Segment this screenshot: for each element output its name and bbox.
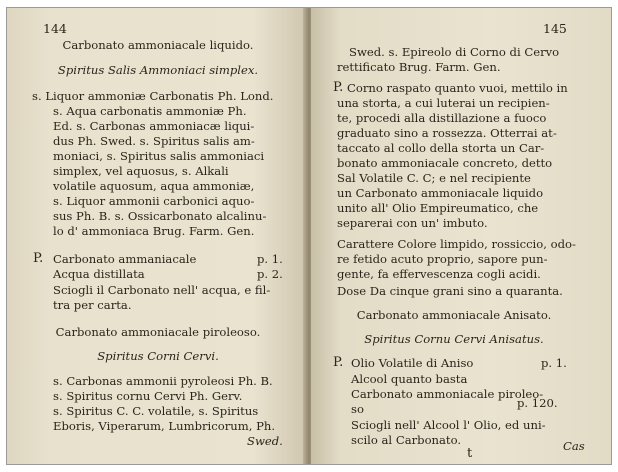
signature-mark: t [467, 446, 473, 461]
recipe-marker: P. [33, 251, 44, 266]
synonym-line: volatile aquosum, aqua ammoniæ, [53, 179, 255, 193]
ingredient: Carbonato ammaniacale [53, 252, 197, 266]
entry-title: Carbonato ammoniacale Anisato. [356, 308, 552, 322]
procedure-line: graduato sino a rossezza. Otterrai at- [337, 126, 557, 140]
book-spread [6, 7, 612, 465]
recipe-marker: P. [333, 355, 344, 370]
synonym-line: dus Ph. Swed. s. Spiritus salis am- [53, 134, 255, 148]
page-number: 145 [543, 21, 567, 36]
synonym-line: s. Aqua carbonatis ammoniæ Ph. [53, 104, 247, 118]
synonym-line: s. Spiritus C. C. volatile, s. Spiritus [53, 404, 259, 418]
synonym-line: s. Liquor ammoniæ Carbonatis Ph. Lond. [32, 89, 274, 103]
left-page [7, 8, 307, 464]
procedure-line: te, procedi alla distillazione a fuoco [337, 111, 547, 125]
instruction-line: Sciogli il Carbonato nell' acqua, e fil- [53, 283, 271, 297]
latin-name: Spiritus Cornu Cervi Anisatus. [364, 332, 544, 346]
intro-line: rettificato Brug. Farm. Gen. [337, 60, 501, 74]
instruction-line: Sciogli nell' Alcool l' Olio, ed uni- [351, 418, 546, 432]
synonym-line: Ed. s. Carbonas ammoniacæ liqui- [53, 119, 255, 133]
page-number: 144 [43, 21, 67, 36]
character-line: Carattere Colore limpido, rossiccio, odo- [337, 237, 576, 251]
entry-title: Carbonato ammoniacale piroleoso. [55, 325, 261, 339]
synonym-line: moniaci, s. Spiritus salis ammoniaci [53, 149, 265, 163]
latin-name: Spiritus Salis Ammoniaci simplex. [57, 63, 259, 77]
character-line: re fetido acuto proprio, sapore pun- [337, 252, 548, 266]
ingredient: Carbonato ammoniacale piroleo- [351, 387, 544, 401]
synonym-line: Eboris, Viperarum, Lumbricorum, Ph. [53, 419, 276, 433]
synonym-line: simplex, vel aquosus, s. Alkali [53, 164, 229, 178]
ingredient: Acqua distillata [53, 267, 145, 281]
procedure-line: unito all' Olio Empireumatico, che [337, 201, 539, 215]
recipe-marker: P. [333, 80, 344, 95]
intro-line: Swed. s. Epireolo di Corno di Cervo [349, 45, 560, 59]
entry-title: Carbonato ammoniacale liquido. [62, 38, 254, 52]
procedure-line: taccato al collo della storta un Car- [337, 141, 545, 155]
synonym-line: s. Carbonas ammonii pyroleosi Ph. B. [53, 374, 273, 388]
instruction-line: scilo al Carbonato. [351, 433, 462, 447]
synonym-line: s. Liquor ammonii carbonici aquo- [53, 194, 255, 208]
ingredient: Alcool quanto basta [351, 372, 468, 386]
procedure-line: separerai con un' imbuto. [337, 216, 488, 230]
character-line: gente, fa effervescenza cogli acidi. [337, 267, 541, 281]
procedure-line: bonato ammoniacale concreto, detto [337, 156, 553, 170]
ingredient-dose: p. 1. [541, 356, 567, 370]
ingredient: so [351, 402, 364, 416]
procedure-line: Corno raspato quanto vuoi, mettilo in [347, 81, 568, 95]
instruction-line: tra per carta. [53, 298, 132, 312]
synonym-line: Swed. [247, 434, 283, 448]
ingredient-dose: p. 1. [257, 252, 283, 266]
latin-name: Spiritus Corni Cervi. [97, 349, 219, 363]
catchword: Cas [563, 439, 585, 453]
ingredient-dose: p. 2. [257, 267, 283, 281]
right-page [311, 8, 611, 464]
ingredient-dose: p. 120. [517, 396, 558, 410]
procedure-line: una storta, a cui luterai un recipien- [337, 96, 550, 110]
procedure-line: un Carbonato ammoniacale liquido [337, 186, 544, 200]
dose-line: Dose Da cinque grani sino a quaranta. [337, 284, 563, 298]
synonym-line: sus Ph. B. s. Ossicarbonato alcalinu- [53, 209, 267, 223]
synonym-line: s. Spiritus cornu Cervi Ph. Gerv. [53, 389, 243, 403]
procedure-line: Sal Volatile C. C; e nel recipiente [337, 171, 531, 185]
synonym-line: lo d' ammoniaca Brug. Farm. Gen. [53, 224, 255, 238]
ingredient: Olio Volatile di Aniso [351, 356, 474, 370]
